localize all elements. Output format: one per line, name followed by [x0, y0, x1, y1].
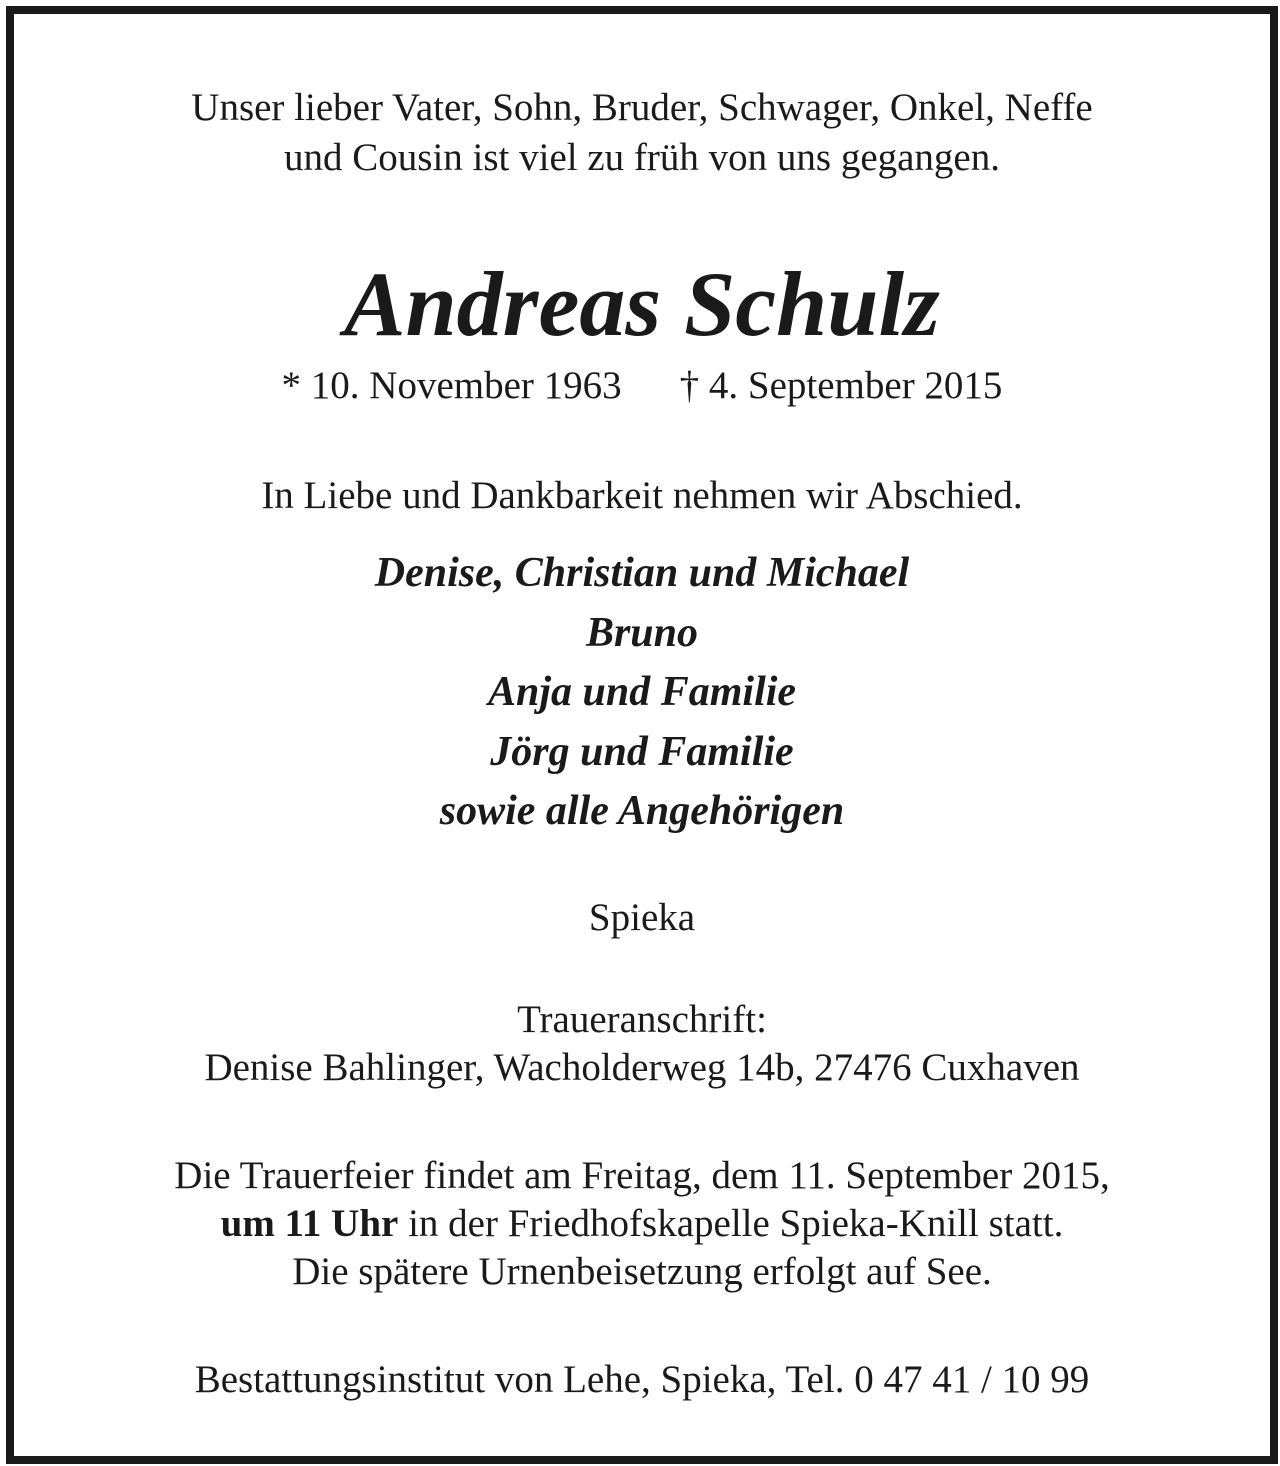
farewell-text: In Liebe und Dankbarkeit nehmen wir Abschied.	[261, 474, 1023, 517]
mourner-line: sowie alle Angehörigen	[439, 788, 845, 834]
birth-date: * 10. November 1963	[281, 364, 622, 407]
address-value: Denise Bahlinger, Wacholderweg 14b, 27476 Cuxhaven	[204, 1046, 1080, 1089]
funeral-home: Bestattungsinstitut von Lehe, Spieka, Tel. 0 47 41 / 10 99	[194, 1358, 1090, 1401]
ceremony-line-3: Die spätere Urnenbeisetzung erfolgt auf See.	[292, 1250, 992, 1293]
obituary-notice	[6, 6, 1278, 1464]
life-dates	[14, 362, 1270, 410]
intro-line-1: Unser lieber Vater, Sohn, Bruder, Schwager, Onkel, Neffe	[191, 86, 1093, 129]
mourner-line: Jörg und Familie	[490, 729, 794, 775]
mourner-line: Anja und Familie	[487, 669, 797, 715]
ceremony-line-2	[14, 1200, 1270, 1248]
deceased-name: Andreas Schulz	[344, 253, 940, 355]
address-label: Traueranschrift:	[517, 998, 767, 1041]
ceremony-line-1: Die Trauerfeier findet am Freitag, dem 11. September 2015,	[174, 1154, 1110, 1197]
death-date: † 4. September 2015	[679, 364, 1003, 407]
mourner-line: Denise, Christian und Michael	[374, 550, 910, 596]
intro-line-2: und Cousin ist viel zu früh von uns gegangen.	[284, 136, 1000, 179]
mourner-line: Bruno	[585, 610, 699, 656]
ceremony-time: um 11 Uhr	[220, 1202, 399, 1245]
ceremony-location: in der Friedhofskapelle Spieka-Knill statt.	[398, 1202, 1064, 1245]
place-name: Spieka	[588, 896, 696, 939]
